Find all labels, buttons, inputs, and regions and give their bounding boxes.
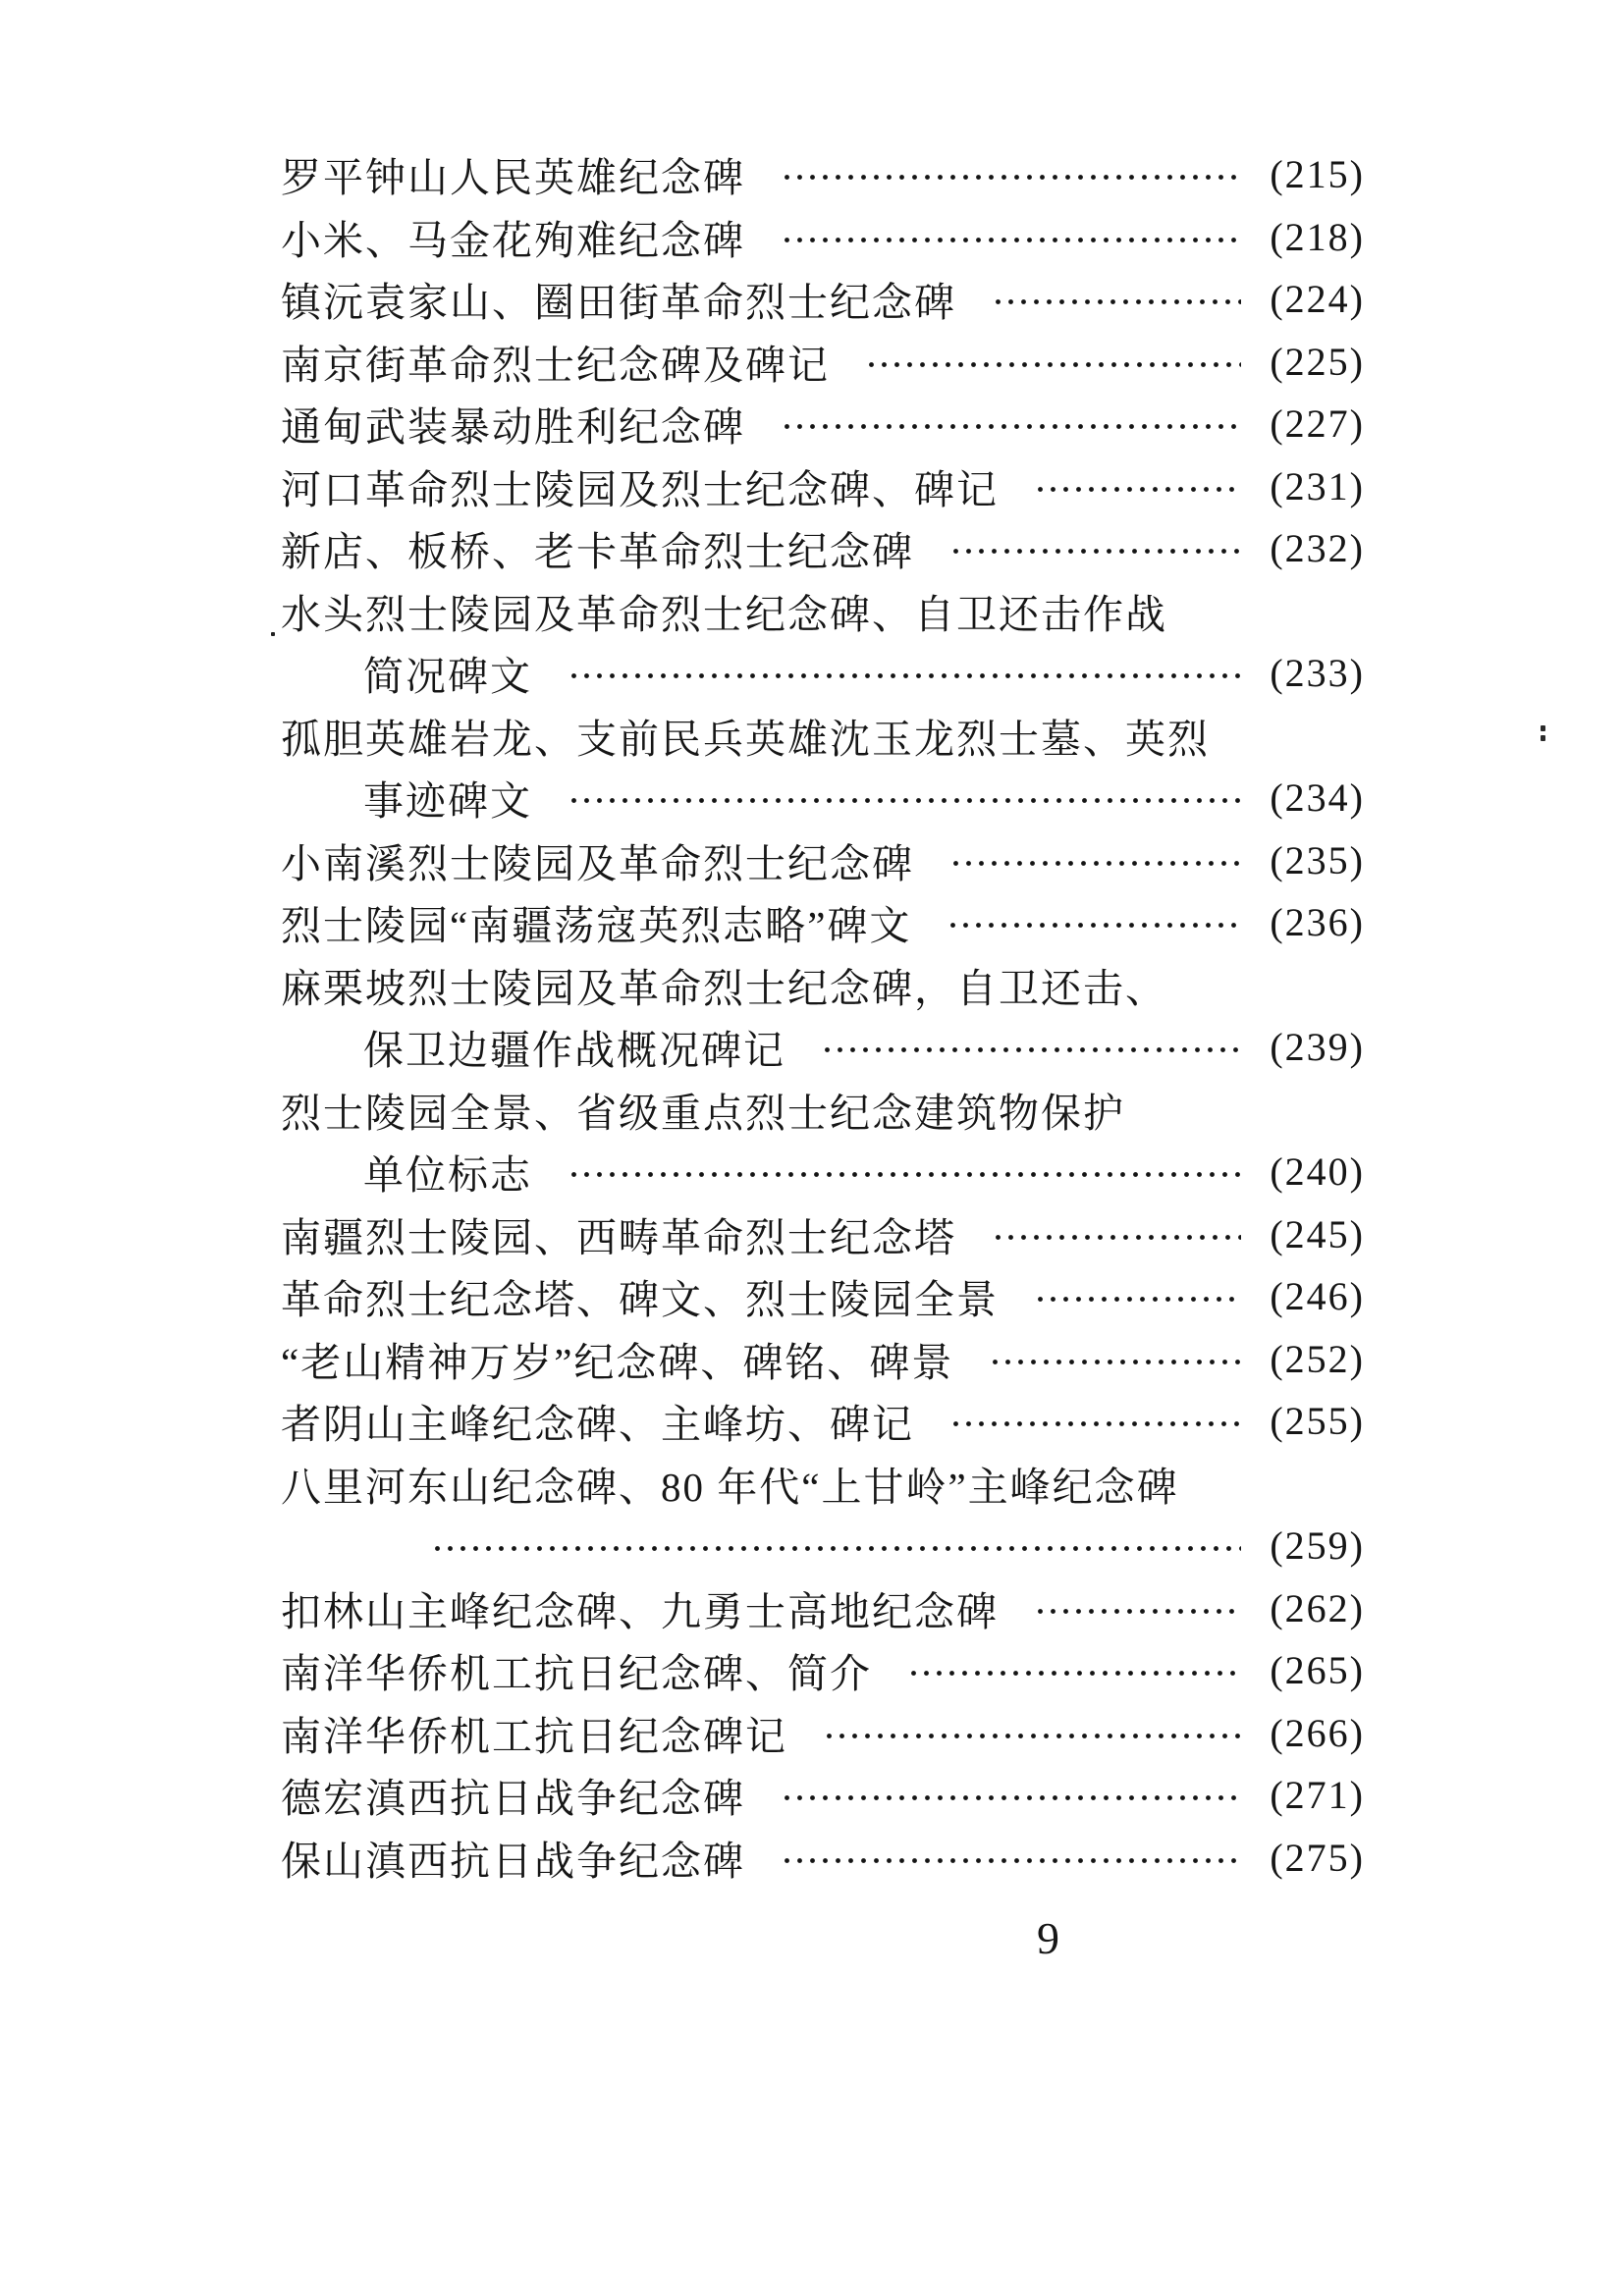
toc-entry-row: [281, 891, 1365, 954]
dot-leader: [1030, 1577, 1241, 1640]
scan-speck: [1541, 725, 1545, 731]
toc-entry-page-number: (225): [1270, 339, 1365, 384]
toc-entry-title: 镇沅袁家山、圈田街革命烈士纪念碑: [281, 280, 956, 326]
toc-entry-row: [281, 1639, 1365, 1702]
dot-leader: [817, 1016, 1241, 1079]
toc-list: [281, 143, 1365, 1889]
toc-entry-page-number: (231): [1270, 463, 1365, 508]
dot-leader: [946, 829, 1241, 892]
toc-entry-row: [281, 642, 1365, 705]
toc-entry-title: “老山精神万岁”纪念碑、碑铭、碑景: [281, 1339, 954, 1385]
toc-entry-page-number: (275): [1270, 1835, 1365, 1880]
toc-entry-title: 简况碑文: [363, 654, 532, 700]
toc-entry-title: 烈士陵园全景、省级重点烈士纪念建筑物保护: [281, 1090, 1125, 1136]
dot-leader: [988, 1203, 1241, 1266]
toc-entry-page-number: (265): [1270, 1648, 1365, 1693]
toc-entry-title: 者阴山主峰纪念碑、主峰坊、碑记: [281, 1402, 914, 1448]
toc-entry-row: [281, 829, 1365, 892]
toc-entry-title: 小南溪烈士陵园及革命烈士纪念碑: [281, 840, 914, 886]
toc-entry-title: 河口革命烈士陵园及烈士纪念碑、碑记: [281, 466, 999, 512]
toc-entry-page-number: (218): [1270, 214, 1365, 259]
dot-leader: [777, 1764, 1241, 1827]
dot-leader: [777, 1827, 1241, 1890]
toc-entry-page-number: (271): [1270, 1773, 1365, 1818]
dot-leader: [985, 1328, 1241, 1391]
dot-leader: [777, 143, 1241, 206]
scan-speck: [271, 632, 275, 636]
toc-entry-row: [281, 1702, 1365, 1765]
toc-entry-page-number: (235): [1270, 837, 1365, 882]
dot-leader: [564, 642, 1241, 705]
toc-entry-page-number: (236): [1270, 900, 1365, 945]
toc-entry-page-number: (239): [1270, 1025, 1365, 1070]
toc-entry-title: 罗平钟山人民英雄纪念碑: [281, 155, 745, 201]
toc-entry-row: [281, 393, 1365, 455]
toc-entry-page-number: (224): [1270, 277, 1365, 322]
dot-leader: [903, 1639, 1241, 1702]
toc-entry-row: [281, 767, 1365, 829]
dot-leader: [564, 1141, 1241, 1203]
toc-entry-page-number: (246): [1270, 1274, 1365, 1319]
toc-entry-title: 麻栗坡烈士陵园及革命烈士纪念碑，自卫还击、: [281, 965, 1167, 1011]
dot-leader: [1030, 1265, 1241, 1328]
toc-entry-title: 保卫边疆作战概况碑记: [363, 1028, 785, 1074]
toc-entry-row: [281, 705, 1365, 768]
toc-entry-title: 南京街革命烈士纪念碑及碑记: [281, 342, 830, 388]
toc-entry-page-number: (215): [1270, 152, 1365, 197]
toc-entry-title: 新店、板桥、老卡革命烈士纪念碑: [281, 529, 914, 575]
dot-leader: [777, 393, 1241, 455]
toc-entry-page-number: (245): [1270, 1211, 1365, 1256]
toc-entry-title: 孤胆英雄岩龙、支前民兵英雄沈玉龙烈士墓、英烈: [281, 716, 1210, 762]
toc-entry-title: 南洋华侨机工抗日纪念碑记: [281, 1713, 787, 1759]
toc-entry-page-number: (233): [1270, 651, 1365, 696]
dot-leader: [777, 206, 1241, 269]
toc-entry-page-number: (259): [1270, 1523, 1365, 1569]
toc-entry-row: [281, 206, 1365, 269]
toc-entry-row: [281, 1328, 1365, 1391]
dot-leader: [861, 331, 1241, 394]
dot-leader: [564, 767, 1241, 829]
toc-entry-page-number: (266): [1270, 1710, 1365, 1755]
toc-entry-page-number: (252): [1270, 1336, 1365, 1381]
toc-entry-title: 南洋华侨机工抗日纪念碑、简介: [281, 1651, 872, 1697]
toc-entry-title: 八里河东山纪念碑、80 年代“上甘岭”主峰纪念碑: [281, 1464, 1179, 1510]
dot-leader: [946, 1390, 1241, 1453]
dot-leader: [988, 268, 1241, 331]
toc-entry-row: [281, 455, 1365, 518]
toc-entry-title: 通甸武装暴动胜利纪念碑: [281, 404, 745, 451]
folio-page-number: 9: [1037, 1913, 1059, 1963]
toc-entry-row: [281, 1079, 1365, 1142]
toc-entry-page-number: (227): [1270, 401, 1365, 447]
toc-entry-row: [281, 1453, 1365, 1516]
toc-entry-row: [281, 1265, 1365, 1328]
toc-entry-title: 单位标志: [363, 1152, 532, 1199]
toc-entry-row: [281, 580, 1365, 643]
toc-entry-title: 事迹碑文: [363, 778, 532, 825]
toc-entry-page-number: (232): [1270, 526, 1365, 571]
toc-entry-page-number: (255): [1270, 1399, 1365, 1444]
dot-leader: [946, 517, 1241, 580]
toc-entry-row: [281, 1515, 1365, 1577]
toc-entry-row: [281, 331, 1365, 394]
toc-entry-row: [281, 268, 1365, 331]
toc-entry-title: 革命烈士纪念塔、碑文、烈士陵园全景: [281, 1277, 999, 1323]
toc-entry-row: [281, 1827, 1365, 1890]
toc-entry-title: 德宏滇西抗日战争纪念碑: [281, 1776, 745, 1822]
toc-entry-title: 南疆烈士陵园、西畴革命烈士纪念塔: [281, 1214, 956, 1260]
toc-entry-title: 烈士陵园“南疆荡寇英烈志略”碑文: [281, 903, 912, 949]
toc-entry-row: [281, 1141, 1365, 1203]
toc-entry-row: [281, 517, 1365, 580]
toc-entry-row: [281, 954, 1365, 1017]
toc-entry-title: 水头烈士陵园及革命烈士纪念碑、自卫还击作战: [281, 591, 1167, 637]
dot-leader: [427, 1515, 1241, 1577]
dot-leader: [943, 891, 1241, 954]
toc-entry-title: 扣林山主峰纪念碑、九勇士高地纪念碑: [281, 1588, 999, 1634]
toc-entry-page-number: (240): [1270, 1149, 1365, 1195]
toc-entry-row: [281, 1016, 1365, 1079]
toc-entry-page-number: (262): [1270, 1585, 1365, 1630]
toc-entry-title: 保山滇西抗日战争纪念碑: [281, 1838, 745, 1884]
dot-leader: [819, 1702, 1241, 1765]
toc-entry-row: [281, 1764, 1365, 1827]
toc-entry-page-number: (234): [1270, 775, 1365, 821]
toc-entry-row: [281, 1577, 1365, 1640]
dot-leader: [1030, 455, 1241, 518]
toc-entry-row: [281, 1390, 1365, 1453]
toc-entry-title: 小米、马金花殉难纪念碑: [281, 217, 745, 263]
toc-entry-row: [281, 143, 1365, 206]
toc-entry-row: [281, 1203, 1365, 1266]
